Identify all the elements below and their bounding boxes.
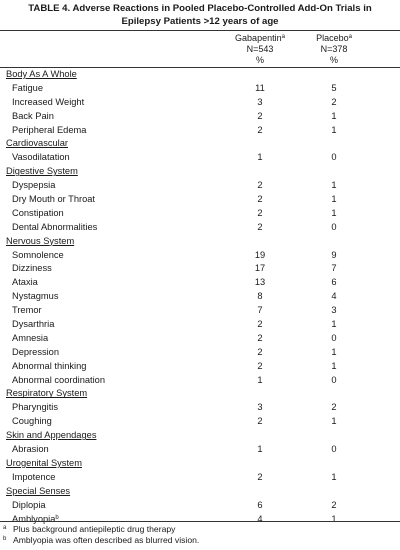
category-row — [0, 429, 400, 443]
placebo-value: 0 — [331, 374, 337, 385]
reaction-label: Somnolence — [12, 249, 64, 260]
table-row — [0, 471, 400, 485]
category-row — [0, 485, 400, 499]
reaction-label: Diplopia — [12, 499, 46, 510]
reaction-label: Increased Weight — [12, 96, 85, 107]
reaction-label: Impotence — [12, 471, 56, 482]
table-row — [0, 499, 400, 513]
gabapentin-value: 1 — [257, 374, 263, 385]
reaction-label: Ataxia — [12, 277, 38, 288]
table-row — [0, 82, 400, 96]
table-row — [0, 276, 400, 290]
gabapentin-value: 13 — [254, 277, 266, 288]
reaction-label: Dizziness — [12, 263, 52, 274]
gabapentin-value: 11 — [255, 82, 265, 93]
gabapentin-value: 4 — [257, 513, 263, 524]
gabapentin-value: 2 — [257, 416, 263, 427]
table-row — [0, 374, 400, 388]
placebo-value: 1 — [331, 360, 337, 371]
table-row — [0, 110, 400, 124]
reaction-label: Depression — [12, 346, 60, 357]
placebo-value: 9 — [331, 249, 337, 260]
table-row — [0, 249, 400, 263]
table-row — [0, 360, 400, 374]
category-label: Digestive System — [6, 166, 78, 177]
category-label: Body As A Whole — [6, 69, 77, 79]
gabapentin-value: 2 — [257, 360, 263, 371]
gabapentin-value: 2 — [257, 221, 263, 232]
table-title-line-1: TABLE 4. Adverse Reactions in Pooled Placebo-Controlled Add-On Trials in — [28, 3, 372, 14]
table-row — [0, 221, 400, 235]
gabapentin-value: 19 — [254, 249, 266, 260]
reaction-label: Dental Abnormalities — [12, 221, 98, 232]
category-label: Respiratory System — [6, 388, 88, 399]
gabapentin-value: 2 — [257, 332, 263, 343]
gabapentin-value: 2 — [257, 471, 263, 482]
table-row — [0, 304, 400, 318]
placebo-value: 1 — [331, 110, 337, 121]
placebo-value: 2 — [331, 96, 337, 107]
table-row — [0, 96, 400, 110]
table-row — [0, 151, 400, 165]
category-row — [0, 68, 400, 82]
category-label: Nervous System — [6, 235, 75, 246]
placebo-value: 1 — [331, 319, 337, 330]
placebo-value: 1 — [331, 416, 337, 427]
reaction-label: Coughing — [12, 416, 52, 427]
table-body — [0, 68, 400, 526]
placebo-value: 1 — [331, 471, 337, 482]
table-row — [0, 193, 400, 207]
table-row — [0, 415, 400, 429]
placebo-value: 7 — [331, 263, 337, 274]
footnote-a: $^a$ Plus background antiepileptic drug therapy — [3, 524, 176, 534]
gabapentin-value: 1 — [257, 444, 263, 455]
gabapentin-value: 2 — [257, 110, 263, 121]
placebo-value: 0 — [331, 221, 337, 232]
placebo-value: 4 — [331, 291, 337, 302]
column-header-placebo: Placebo$^a$ N=378 % — [316, 33, 352, 65]
gabapentin-value: 3 — [257, 96, 263, 107]
reaction-label: Amnesia — [12, 332, 49, 343]
placebo-value: 0 — [331, 444, 337, 455]
category-row — [0, 165, 400, 179]
footnote-b: $^b$ Amblyopia was often described as blurred vision. — [3, 535, 200, 545]
category-row — [0, 457, 400, 471]
placebo-value: 5 — [331, 82, 337, 93]
table-title-line-2: Epilepsy Patients >12 years of age — [121, 15, 279, 27]
reaction-label: Fatigue — [12, 82, 44, 93]
placebo-value: 1 — [331, 346, 337, 357]
category-row — [0, 137, 400, 151]
table-row — [0, 290, 400, 304]
gabapentin-value: 6 — [257, 499, 263, 510]
table-row — [0, 443, 400, 457]
placebo-value: 1 — [331, 180, 337, 191]
reaction-label: Constipation — [12, 207, 64, 218]
placebo-value: 6 — [331, 277, 337, 288]
table-row — [0, 332, 400, 346]
gabapentin-value: 7 — [257, 305, 263, 316]
gabapentin-value: 2 — [257, 207, 263, 218]
table-row — [0, 124, 400, 138]
gabapentin-value: 2 — [257, 319, 263, 330]
reaction-label: Dyspepsia — [12, 180, 56, 191]
table-title — [0, 3, 400, 28]
table-row — [0, 346, 400, 360]
placebo-value: 1 — [331, 124, 337, 135]
gabapentin-value: 3 — [257, 402, 263, 413]
placebo-value: 2 — [331, 402, 337, 413]
table-row — [0, 262, 400, 276]
reaction-label: Nystagmus — [12, 291, 59, 302]
placebo-value: 0 — [331, 332, 337, 343]
reaction-label: Back Pain — [12, 110, 54, 121]
category-label: Urogenital System — [6, 457, 82, 468]
reaction-label: Abnormal thinking — [12, 360, 87, 371]
placebo-value: 0 — [331, 152, 337, 163]
reaction-label: Dysarthria — [12, 319, 55, 330]
gabapentin-value: 2 — [257, 180, 263, 191]
gabapentin-value: 2 — [257, 194, 263, 205]
reaction-label: Dry Mouth or Throat — [12, 194, 96, 205]
placebo-value: 1 — [331, 513, 337, 524]
column-header-gabapentin: Gabapentin$^a$ N=543 % — [235, 33, 285, 65]
category-label: Special Senses — [6, 485, 71, 496]
gabapentin-value: 1 — [257, 152, 263, 163]
reaction-label: Pharyngitis — [12, 402, 58, 413]
reaction-label: Abrasion — [12, 444, 49, 455]
gabapentin-value: 2 — [257, 124, 263, 135]
table-row — [0, 207, 400, 221]
reaction-label: Peripheral Edema — [12, 124, 87, 135]
placebo-value: 3 — [331, 305, 337, 316]
category-row — [0, 235, 400, 249]
placebo-value: 2 — [331, 499, 337, 510]
placebo-value: 1 — [331, 207, 337, 218]
gabapentin-value: 8 — [257, 291, 263, 302]
table-row — [0, 179, 400, 193]
table-row — [0, 318, 400, 332]
reaction-label: Abnormal coordination — [12, 374, 106, 385]
reaction-label: Vasodilatation — [12, 152, 70, 163]
placebo-value: 1 — [331, 194, 337, 205]
gabapentin-value: 2 — [257, 346, 263, 357]
bottom-rule — [0, 521, 400, 522]
category-label: Cardiovascular — [6, 138, 69, 149]
table-row — [0, 401, 400, 415]
gabapentin-value: 17 — [254, 263, 266, 274]
category-row — [0, 387, 400, 401]
reaction-label: Tremor — [12, 305, 42, 316]
reaction-label: Amblyopia$^b$ — [12, 513, 59, 524]
top-rule — [0, 30, 400, 31]
category-label: Skin and Appendages — [6, 430, 97, 441]
